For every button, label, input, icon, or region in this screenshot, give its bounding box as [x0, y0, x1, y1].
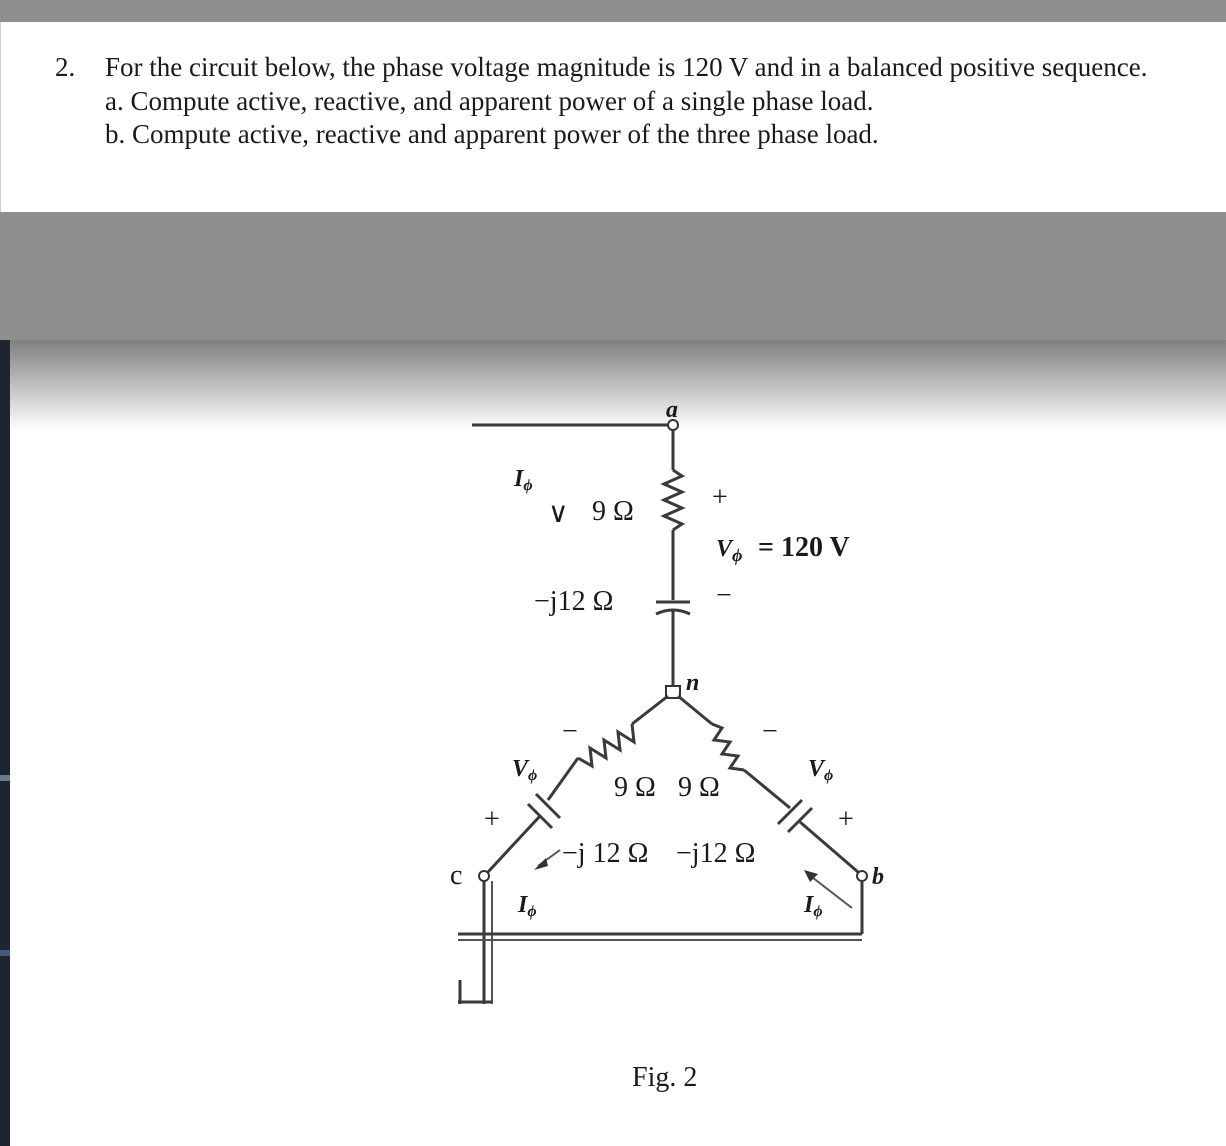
current-label-c: Iϕ	[518, 892, 537, 920]
minus-sign-a: −	[716, 580, 732, 611]
question-part-b: b. Compute active, reactive and apparent power of the three phase load.	[105, 119, 879, 149]
node-a-label: a	[666, 397, 678, 423]
node-c-label: c	[450, 860, 463, 891]
voltage-label-c: Vϕ	[512, 756, 538, 784]
terminal-b	[857, 871, 867, 881]
phase-voltage-value: = 120 V	[758, 532, 850, 563]
question-part-a: a. Compute active, reactive, and apparent power of a single phase load.	[105, 86, 874, 116]
arrow-down-glyph: ∨	[548, 498, 569, 529]
resistor-c	[578, 724, 634, 766]
phase-c-wire	[632, 696, 668, 724]
phase-b-wire	[744, 770, 790, 808]
question-stem: For the circuit below, the phase voltage magnitude is 120 V and in a balanced positive sequence.	[105, 52, 1148, 82]
phase-c-wire	[548, 758, 578, 800]
resistor-b	[712, 724, 744, 770]
node-n-label: n	[686, 670, 700, 696]
resistance-a-label: 9 Ω	[592, 496, 634, 527]
reactance-a-label: −j12 Ω	[534, 586, 614, 617]
resistor-a	[664, 470, 682, 530]
current-label-a: Iϕ	[514, 466, 533, 494]
resistance-b-label: 9 Ω	[678, 772, 720, 803]
terminal-c	[479, 871, 489, 881]
figure-caption: Fig. 2	[632, 1062, 698, 1093]
phase-voltage-label: $V_\phi$	[716, 536, 743, 565]
node-b-label: b	[872, 864, 884, 890]
voltage-label-b: Vϕ	[808, 756, 834, 784]
current-arrow-c-head	[534, 858, 548, 870]
plus-sign-a: +	[712, 482, 728, 513]
phase-b-wire	[678, 696, 712, 724]
current-label-b: Iϕ	[804, 892, 823, 920]
plus-sign-c: +	[484, 804, 500, 835]
reactance-b-label: −j12 Ω	[676, 838, 756, 869]
reactance-c-label: −j 12 Ω	[562, 838, 649, 869]
minus-sign-b: −	[762, 716, 778, 747]
resistance-c-label: 9 Ω	[614, 772, 656, 803]
plus-sign-b: +	[838, 804, 854, 835]
question-number: 2.	[55, 52, 76, 82]
minus-sign-c: −	[562, 716, 578, 747]
